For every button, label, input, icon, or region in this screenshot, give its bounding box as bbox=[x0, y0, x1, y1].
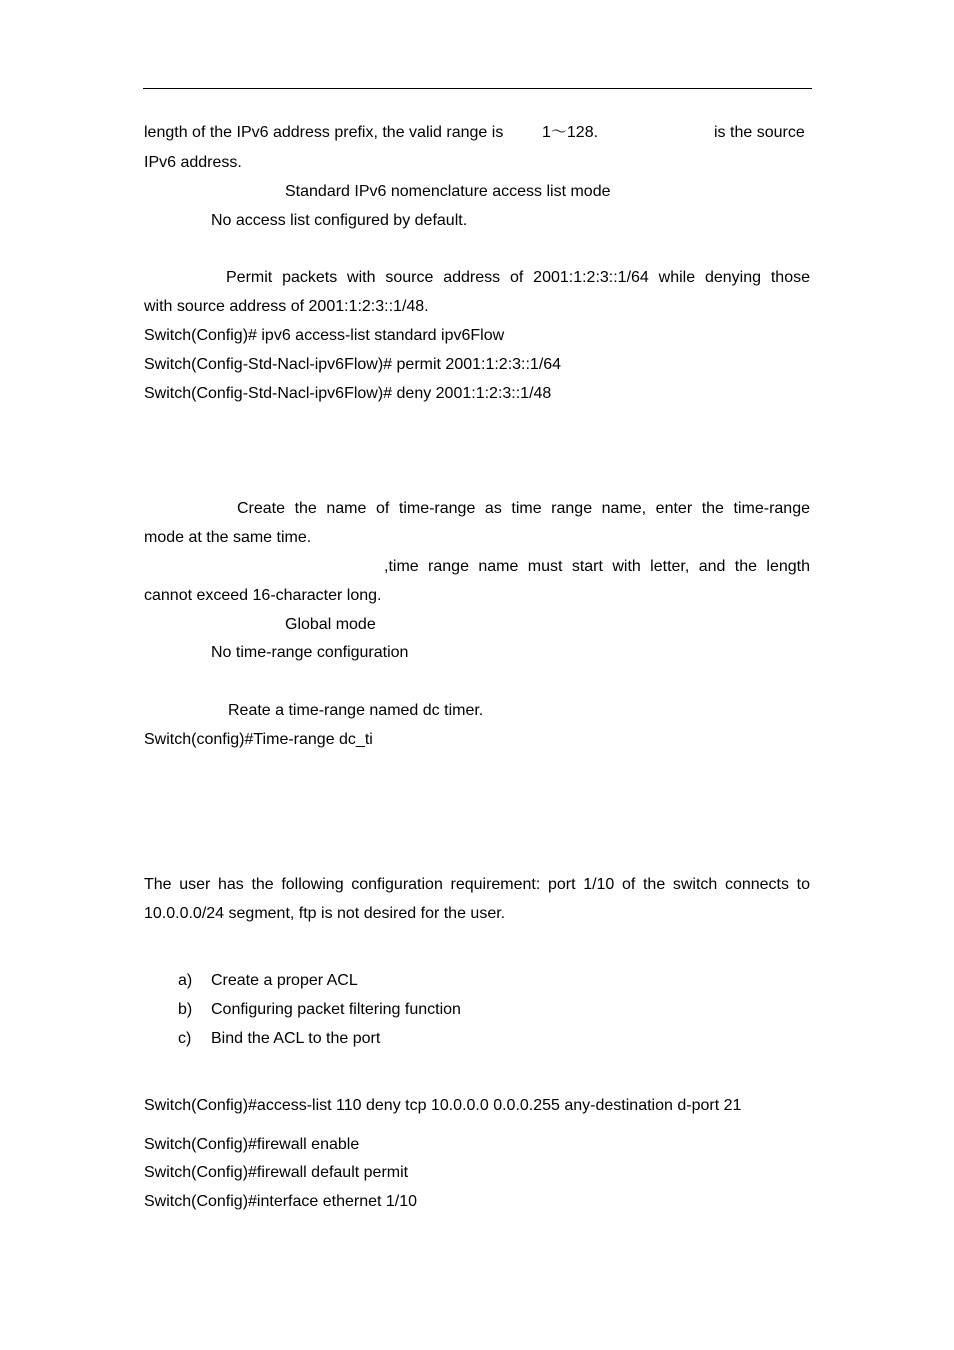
code-line: Switch(Config)#access-list 110 deny tcp 10.0.0.0 0.0.0.255 any-destination d-port 21 bbox=[144, 1097, 742, 1114]
requirement-line-1: The user has the following configuration requirement: port 1/10 of the switch connects to bbox=[144, 876, 810, 893]
list-item: Create a proper ACL bbox=[211, 972, 358, 989]
code-line: Switch(config)#Time-range dc_ti bbox=[144, 731, 373, 748]
function-line-1: Create the name of time-range as time range name, enter the time-range bbox=[237, 500, 810, 517]
code-line: Switch(Config)#firewall default permit bbox=[144, 1164, 409, 1181]
list-item: Configuring packet filtering function bbox=[211, 1001, 461, 1018]
default-text: No time-range configuration bbox=[211, 644, 409, 661]
header-rule bbox=[143, 88, 812, 89]
code-line: Switch(Config)#interface ethernet 1/10 bbox=[144, 1193, 418, 1210]
param-line-1: ,time range name must start with letter, and the length bbox=[384, 558, 810, 575]
param-line-2: cannot exceed 16-character long. bbox=[144, 587, 382, 604]
list-marker: b) bbox=[178, 1001, 193, 1018]
command-mode-text: Standard IPv6 nomenclature access list mode bbox=[285, 183, 611, 200]
list-item: Bind the ACL to the port bbox=[211, 1030, 381, 1047]
param-line-2: IPv6 address. bbox=[144, 154, 242, 171]
function-line-2: mode at the same time. bbox=[144, 529, 312, 546]
code-line: Switch(Config)#firewall enable bbox=[144, 1136, 360, 1153]
requirement-line-2: 10.0.0.0/24 segment, ftp is not desired for the user. bbox=[144, 905, 506, 922]
code-line: Switch(Config-Std-Nacl-ipv6Flow)# permit 2001:1:2:3::1/64 bbox=[144, 356, 562, 373]
code-line: Switch(Config)# ipv6 access-list standard ipv6Flow bbox=[144, 327, 505, 344]
example-line-2: with source address of 2001:1:2:3::1/48. bbox=[144, 298, 429, 315]
command-mode-text: Global mode bbox=[285, 616, 376, 633]
list-marker: c) bbox=[178, 1030, 192, 1047]
code-line: Switch(Config-Std-Nacl-ipv6Flow)# deny 2001:1:2:3::1/48 bbox=[144, 385, 552, 402]
example-line-1: Permit packets with source address of 2001:1:2:3::1/64 while denying those bbox=[226, 269, 810, 286]
list-marker: a) bbox=[178, 972, 193, 989]
default-text: No access list configured by default. bbox=[211, 212, 468, 229]
param-line-range: 1～128. bbox=[542, 124, 599, 141]
param-line-prefix: length of the IPv6 address prefix, the valid range is bbox=[144, 124, 504, 141]
example-text: Reate a time-range named dc timer. bbox=[228, 702, 484, 719]
param-line-source: is the source bbox=[714, 124, 805, 141]
